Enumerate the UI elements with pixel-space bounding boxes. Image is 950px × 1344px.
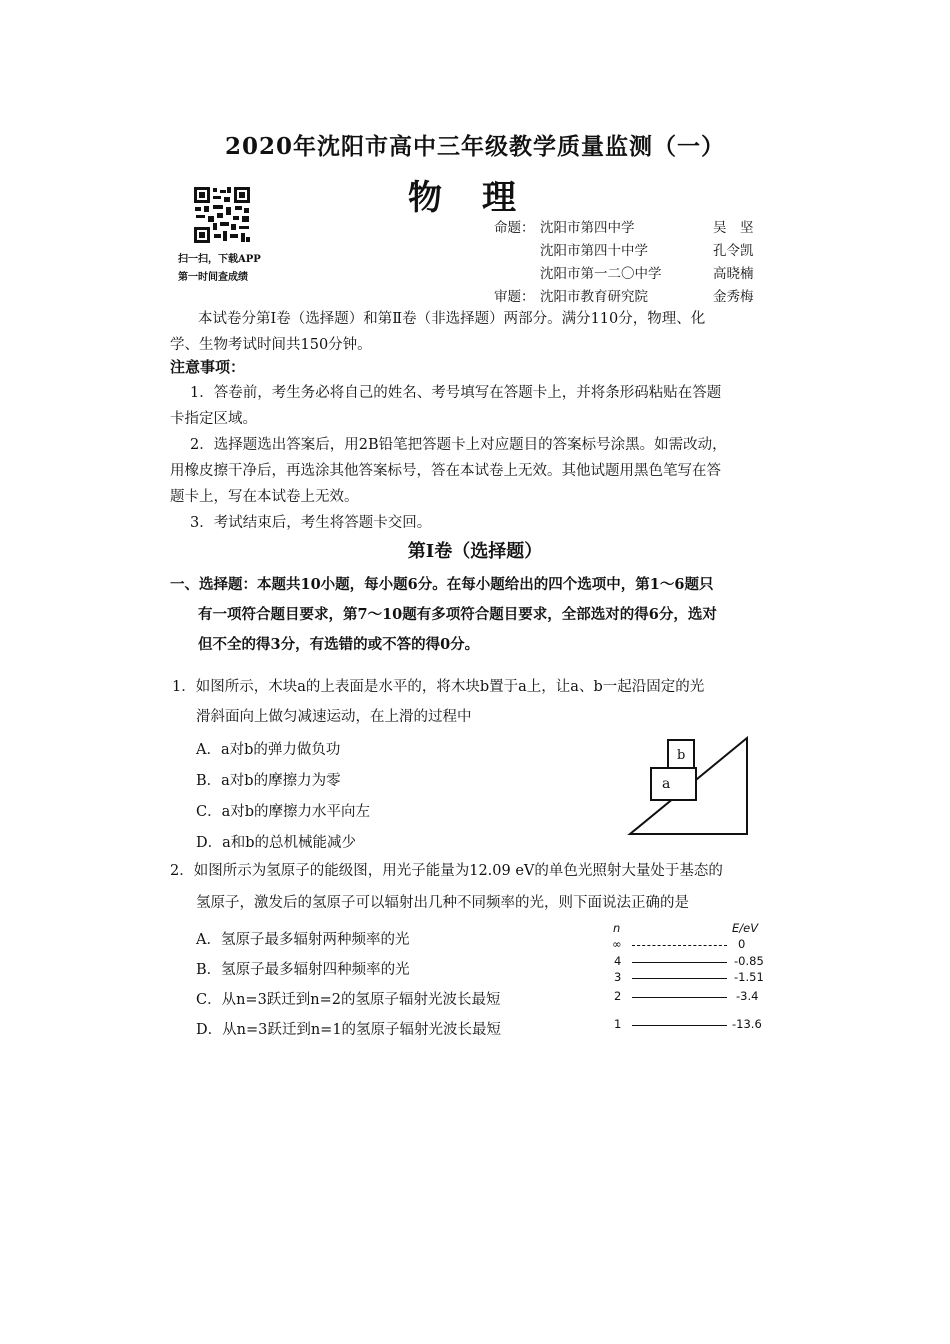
exam-title: 2020年沈阳市高中三年级教学质量监测（一） (224, 133, 725, 160)
review-label: 审题： (494, 289, 535, 305)
credit-school: 沈阳市第四中学 (540, 220, 635, 236)
question-1-option-c: C．a对b的摩擦力水平向左 (196, 804, 371, 820)
question-1-stem: 滑斜面向上做匀减速运动，在上滑的过程中 (196, 709, 472, 725)
level-energy-label: -13.6 (732, 1017, 762, 1031)
credit-name: 高晓楠 (713, 266, 754, 282)
level-n-label: 1 (614, 1017, 622, 1031)
level-energy-label: 0 (738, 937, 746, 951)
notice-heading: 注意事项： (170, 358, 246, 376)
section-instructions: 但不全的得3分，有选错的或不答的得0分。 (198, 636, 480, 653)
credit-school: 沈阳市教育研究院 (540, 289, 648, 305)
credit-school: 沈阳市第一二〇中学 (540, 266, 662, 282)
qr-code-icon (193, 186, 251, 244)
question-1-option-b: B．a对b的摩擦力为零 (196, 773, 341, 789)
credit-school: 沈阳市第四十中学 (540, 243, 648, 259)
level-line-3 (632, 978, 727, 979)
level-line-2 (632, 997, 727, 998)
question-1-stem: 1．如图所示，木块a的上表面是水平的，将木块b置于a上，让a、b一起沿固定的光 (172, 679, 705, 695)
energy-axis-label: E/eV (732, 921, 759, 935)
subject-title: 物理 (408, 178, 556, 218)
intro-line: 学、生物考试时间共150分钟。 (170, 337, 372, 353)
level-n-label: 2 (614, 989, 622, 1003)
level-line-infinity (632, 945, 727, 946)
level-n-label: 3 (614, 970, 622, 984)
level-energy-label: -0.85 (734, 954, 764, 968)
level-n-label: 4 (614, 954, 622, 968)
question-1-option-d: D．a和b的总机械能减少 (196, 835, 357, 851)
level-energy-label: -3.4 (736, 989, 759, 1003)
notice-item: 1．答卷前，考生务必将自己的姓名、考号填写在答题卡上，并将条形码粘贴在答题 (190, 385, 722, 401)
credit-name: 吴 坚 (713, 220, 754, 236)
author-label: 命题： (494, 220, 535, 236)
qr-caption-download: 扫一扫，下载APP (178, 254, 261, 265)
level-line-4 (632, 962, 727, 963)
intro-line: 本试卷分第Ⅰ卷（选择题）和第Ⅱ卷（非选择题）两部分。满分110分，物理、化 (198, 311, 706, 327)
energy-level-diagram (608, 918, 778, 1038)
notice-item: 题卡上，写在本试卷上无效。 (170, 489, 359, 505)
block-a (651, 768, 696, 800)
level-line-1 (632, 1025, 727, 1026)
notice-item: 用橡皮擦干净后，再选涂其他答案标号，答在本试卷上无效。其他试题用黑色笔写在答 (170, 463, 721, 479)
question-2-stem: 氢原子，激发后的氢原子可以辐射出几种不同频率的光，则下面说法正确的是 (196, 895, 689, 911)
section-title: 第Ⅰ卷（选择题） (407, 541, 543, 562)
question-2-option-d: D．从n=3跃迁到n=1的氢原子辐射光波长最短 (196, 1022, 502, 1038)
section-instructions: 一、选择题：本题共10小题，每小题6分。在每小题给出的四个选项中，第1～6题只 (170, 576, 714, 593)
block-a-label: a (662, 776, 671, 792)
block-b-label: b (677, 748, 686, 763)
question-2-stem: 2．如图所示为氢原子的能级图，用光子能量为12.09 eV的单色光照射大量处于基态的 (170, 863, 723, 879)
n-axis-label: n (613, 921, 621, 935)
qr-caption-results: 第一时间查成绩 (178, 272, 248, 283)
credit-name: 孔令凯 (713, 243, 754, 259)
question-2-option-c: C．从n=3跃迁到n=2的氢原子辐射光波长最短 (196, 992, 501, 1008)
question-1-option-a: A．a对b的弹力做负功 (196, 742, 341, 758)
level-n-label: ∞ (612, 937, 622, 951)
notice-item: 卡指定区域。 (170, 411, 257, 427)
credit-name: 金秀梅 (713, 289, 754, 305)
section-instructions: 有一项符合题目要求，第7～10题有多项符合题目要求，全部选对的得6分，选对 (198, 606, 717, 623)
notice-item: 3．考试结束后，考生将答题卡交回。 (190, 515, 432, 531)
question-2-option-a: A．氢原子最多辐射两种频率的光 (196, 932, 410, 948)
level-energy-label: -1.51 (734, 970, 764, 984)
notice-item: 2．选择题选出答案后，用2B铅笔把答题卡上对应题目的答案标号涂黑。如需改动， (190, 437, 727, 453)
question-2-option-b: B．氢原子最多辐射四种频率的光 (196, 962, 410, 978)
incline-figure (626, 736, 756, 838)
